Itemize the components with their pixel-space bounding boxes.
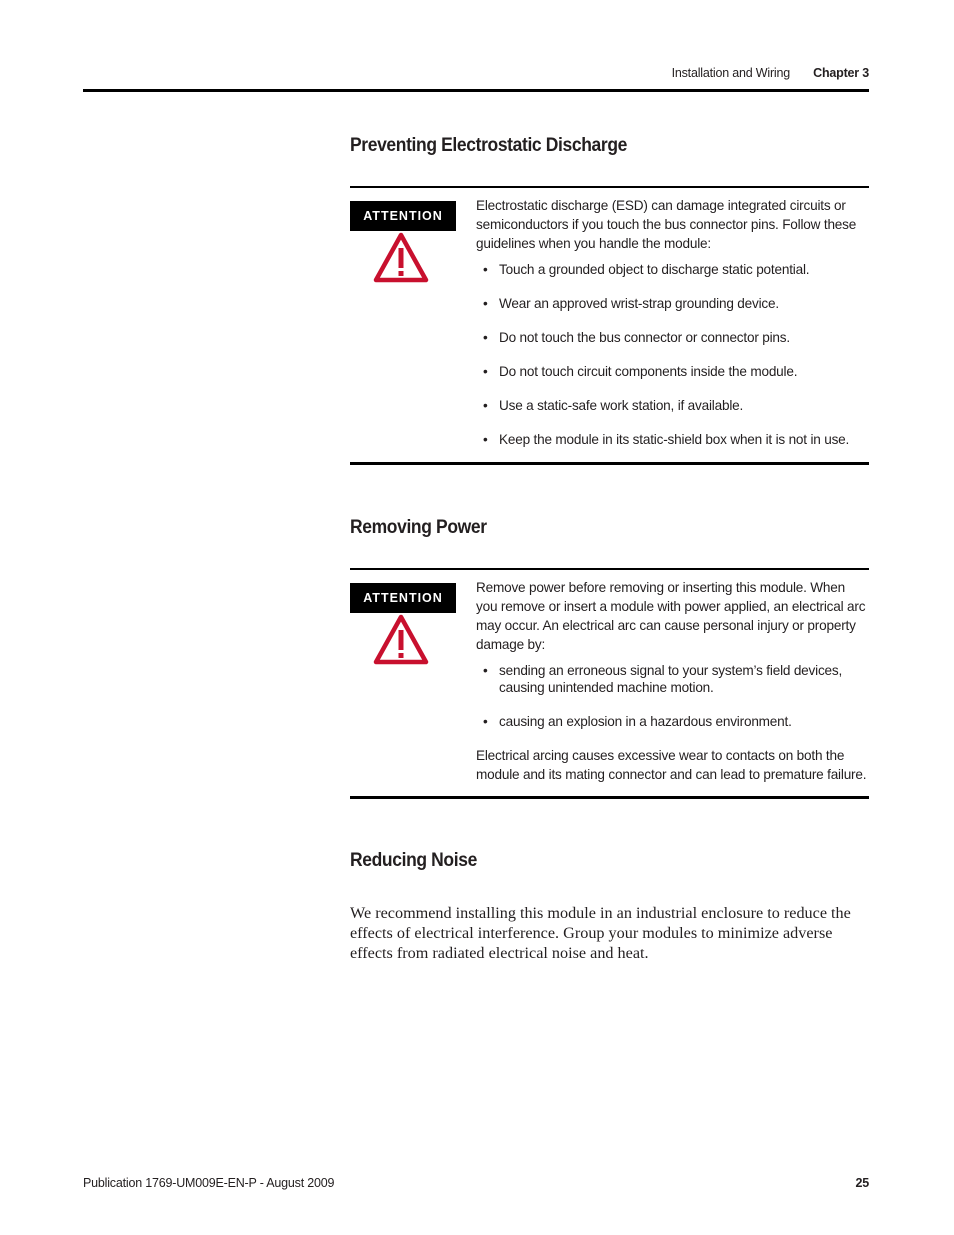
attention-label: ATTENTION [350, 201, 456, 231]
running-header-chapter: Chapter 3 [813, 66, 869, 80]
esd-guidelines-list [476, 260, 868, 449]
attention-outro: Electrical arcing causes excessive wear to contacts on both the module and its mating connector and can lead to premature failure. [476, 748, 867, 782]
attention-text-power [476, 578, 868, 784]
list-item: • Use a static-safe work station, if available. [476, 396, 868, 415]
list-item: • causing an explosion in a hazardous environment. [476, 712, 868, 731]
list-item: • Do not touch the bus connector or connector pins. [476, 328, 868, 347]
heading-reducing-noise: Reducing Noise [350, 850, 477, 871]
warning-triangle-icon [373, 232, 429, 284]
header-rule [83, 89, 869, 92]
warning-triangle-icon [373, 614, 429, 666]
attention-intro: Electrostatic discharge (ESD) can damage integrated circuits or semiconductors if you touch the bus connector pins. Follow these guidelines when you handle the module: [476, 198, 857, 251]
list-item: • sending an erroneous signal to your system’s field devices, causing unintended machine motion. [476, 662, 868, 696]
attention-label: ATTENTION [350, 583, 456, 613]
attention-box-esd [350, 186, 869, 465]
attention-box-power [350, 568, 869, 799]
list-item: • Keep the module in its static-shield box when it is not in use. [476, 430, 868, 449]
attention-text-esd [476, 196, 868, 449]
page-number: 25 [855, 1176, 869, 1190]
arc-hazards-list [476, 662, 868, 731]
reducing-noise-paragraph: We recommend installing this module in an industrial enclosure to reduce the effects of electrical interference. Group your modules to minimize adverse effects from radiated electrical noise and heat. [350, 904, 851, 962]
list-item: • Wear an approved wrist-strap grounding device. [476, 294, 868, 313]
heading-removing-power: Removing Power [350, 517, 487, 538]
running-header-section: Installation and Wiring [671, 66, 790, 80]
list-item: • Touch a grounded object to discharge static potential. [476, 260, 868, 279]
list-item: • Do not touch circuit components inside the module. [476, 362, 868, 381]
attention-intro: Remove power before removing or inserting this module. When you remove or insert a module with power applied, an electrical arc may occur. An electrical arc can cause personal injury or property damage by: [476, 580, 866, 652]
heading-preventing-esd: Preventing Electrostatic Discharge [350, 135, 627, 156]
footer-publication: Publication 1769-UM009E-EN-P - August 2009 [83, 1176, 335, 1190]
